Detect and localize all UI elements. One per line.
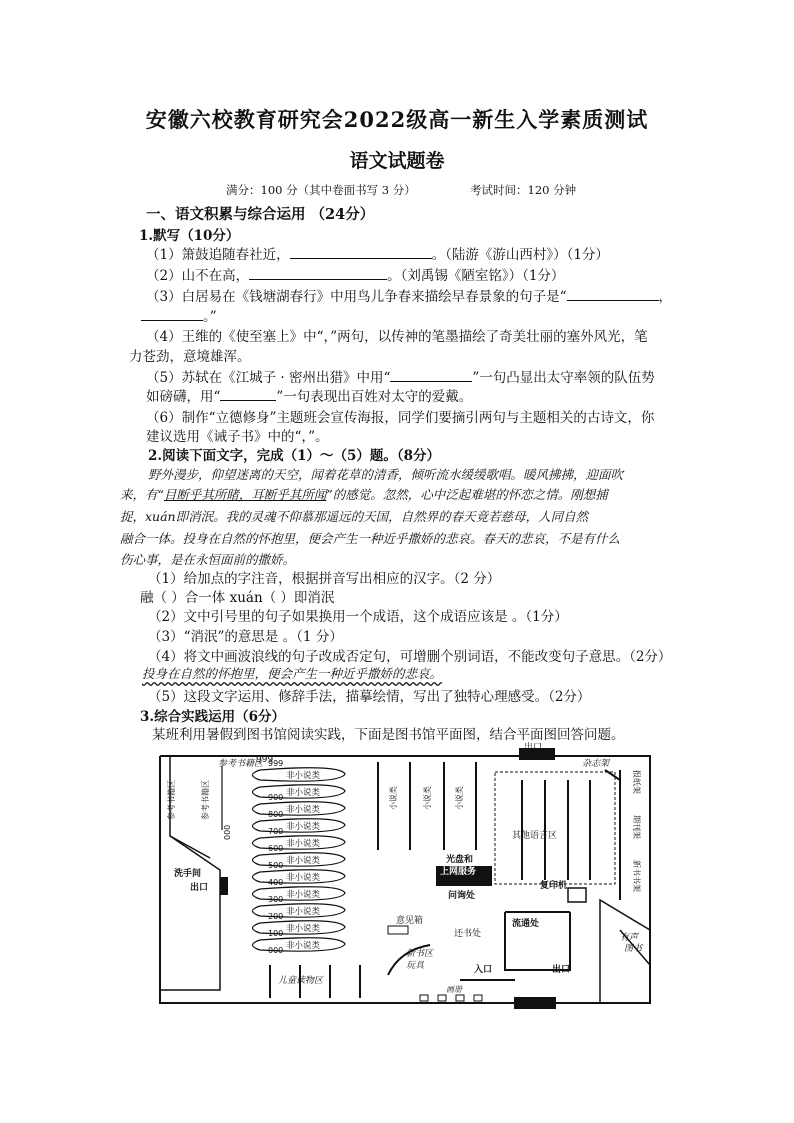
q1-heading: 1.默写（10分）	[139, 228, 240, 244]
passage-line-2	[120, 485, 608, 503]
q1-4-line2: 力苍劲，意境雄浑。	[129, 349, 251, 365]
exit-left-label: 出口	[190, 883, 209, 893]
magazine-label: 杂志架	[582, 759, 610, 769]
q2-heading: 2.阅读下面文字，完成（1）～（5）题。（8分）	[148, 448, 441, 464]
answer-blank	[567, 287, 659, 301]
map-ref-area: 参考书籍区	[218, 759, 264, 769]
shelf-num-000: 000	[268, 946, 284, 955]
q1-4-line1: （4）王维的《使至塞上》中“，”两句，以传神的笔墨描绘了奇美壮丽的塞外风光，笔	[146, 329, 648, 345]
map-ref-side-2: 参考书籍区	[201, 780, 210, 820]
exit-bottom-label: 出口	[552, 965, 571, 975]
cd-net-label-2: 上网服务	[440, 867, 477, 877]
q2-4: （4）将文中画波浪线的句子改成否定句，可增删个别词语，不能改变句子意思。（2分）	[148, 649, 672, 665]
shelf-num-500: 500	[268, 861, 284, 870]
fiction-label: 小说类	[389, 786, 398, 810]
time-info: 考试时间：120 分钟	[470, 183, 577, 197]
map-000: 000	[223, 824, 232, 840]
map-exit-top: 出口	[524, 743, 543, 753]
audio-label-2: 图书	[624, 944, 643, 954]
newspaper-label: 报纸架	[632, 770, 641, 794]
passage-2-b: ”的感觉。忽然，心中泛起难堪的怀恋之情。刚想捕	[326, 487, 608, 502]
exam-subtitle: 语文试题卷	[349, 150, 445, 172]
q1-1-text-a: （1）箫鼓追随春社近，	[146, 247, 290, 263]
q1-5-line2	[146, 385, 472, 405]
answer-blank	[249, 266, 387, 280]
inquiry-label: 问询处	[448, 891, 476, 901]
q1-5-text-d: ”一句表现出百姓对太守的爱戴。	[276, 389, 473, 405]
copier-label: 复印机	[540, 881, 568, 891]
nonfiction-label: 非小说类	[286, 924, 321, 934]
nonfiction-label: 非小说类	[286, 907, 321, 917]
suggestion-label: 意见箱	[396, 916, 424, 926]
q1-3-text-a: （3）白居易在《钱塘湖春行》中用鸟儿争春来描绘早春景象的句子是“	[146, 289, 567, 305]
q1-6-line2: 建议选用《诫子书》中的“，”。	[146, 429, 329, 445]
shelf-num-200: 200	[268, 912, 284, 921]
q1-5-text-b: ”一句凸显出太守率领的队伍势	[472, 370, 655, 386]
shelf-num-900: 900	[268, 793, 284, 802]
score-info: 满分：100 分（其中卷面书写 3 分）	[226, 183, 416, 197]
shelf-num-800: 800	[268, 810, 284, 819]
passage-2-a: 来，有“	[120, 487, 164, 502]
return-label: 还书处	[454, 929, 482, 939]
new-area-label: 新书区	[406, 949, 434, 959]
q1-5-text-c: 如磅礴，用“	[146, 389, 221, 405]
shelf-num-400: 400	[268, 878, 284, 887]
nonfiction-label: 非小说类	[286, 890, 321, 900]
q1-3	[146, 285, 672, 305]
q3-intro: 某班利用暑假到图书馆阅读实践，下面是图书馆平面图，结合平面图回答问题。	[152, 727, 625, 743]
entrance-label: 入口	[474, 965, 493, 975]
answer-blank	[390, 368, 472, 382]
q1-1-text-b: 。（陆游《游山西村》）（1分）	[431, 247, 609, 263]
fiction-label: 小说类	[455, 786, 464, 810]
section-heading: 一、语文积累与综合运用 （24分）	[146, 206, 375, 223]
q1-5-text-a: （5）苏轼在《江城子 · 密州出猎》中用“	[146, 370, 391, 386]
nonfiction-label: 非小说类	[286, 856, 321, 866]
passage-line-1: 野外漫步，仰望迷离的天空，闻着花草的清香，倾听流水缓缓歌唱。暖风拂拂，迎面吹	[148, 467, 624, 482]
answer-blank	[290, 245, 432, 259]
nonfiction-label: 非小说类	[286, 839, 321, 849]
nonfiction-label: 非小说类	[286, 873, 321, 883]
nonfiction-label: 非小说类	[286, 805, 321, 815]
circulation-label: 流通处	[512, 919, 540, 929]
q1-3-text-b: ，	[658, 289, 672, 305]
shelf-num-100: 100	[268, 929, 284, 938]
fiction-label: 小说类	[423, 786, 432, 810]
map-999: 999	[256, 755, 274, 765]
restroom-label: 洗手间	[174, 869, 202, 879]
q2-4-sentence: 投身在自然的怀抱里，便会产生一种近乎撒娇的悲哀。	[142, 666, 443, 681]
q2-2: （2）文中引号里的句子如果换用一个成语，这个成语应该是 。（1分）	[148, 609, 568, 625]
shelf-num-300: 300	[268, 895, 284, 904]
nonfiction-label: 非小说类	[286, 771, 321, 781]
q1-1	[146, 243, 609, 263]
passage-line-3: 捉，xuán即消泯。我的灵魂不仰慕那遥远的天国，自然界的春天竟若慈母，人同自然	[120, 509, 589, 524]
q2-3: （3）“消泯”的意思是 。（1 分）	[148, 629, 343, 645]
exam-title: 安徽六校教育研究会2022级高一新生入学素质测试	[145, 107, 649, 132]
nonfiction-label: 非小说类	[286, 788, 321, 798]
q1-2	[146, 264, 564, 284]
shelf-num-600: 600	[268, 844, 284, 853]
audio-label-1: 有声	[620, 933, 639, 943]
q1-5-line1	[146, 366, 655, 386]
q3-heading: 3.综合实践运用（6分）	[140, 709, 285, 725]
nonfiction-label: 非小说类	[286, 941, 321, 951]
passage-line-4: 融合一体。投身在自然的怀抱里，便会产生一种近乎撒娇的悲哀。春天的悲哀，不是有什么	[120, 531, 621, 546]
map-ref-side-1: 参考书籍区	[167, 780, 176, 820]
q1-6-line1: （6）制作“立德修身”主题班会宣传海报，同学们要摘引两句与主题相关的古诗文，你	[146, 410, 655, 426]
q1-2-text-a: （2）山不在高，	[146, 268, 250, 284]
q2-1: （1）给加点的字注音，根据拼音写出相应的汉字。（2 分）	[148, 571, 501, 587]
shelf-num-999: 999	[268, 759, 284, 768]
cd-net-label-1: 光盘和	[446, 855, 474, 865]
passage-quote: 目断乎其所睹，耳断乎其所闻	[163, 487, 327, 502]
new-book-shelf-label: 新书书架	[632, 860, 641, 892]
gallery-label: 画册	[446, 985, 462, 994]
answer-blank	[220, 387, 276, 401]
nonfiction-label: 非小说类	[286, 822, 321, 832]
passage-line-5: 伤心事，是在永恒面前的撒娇。	[120, 552, 296, 567]
q1-2-text-b: 。（刘禹锡《陋室铭》）（1分）	[387, 268, 565, 284]
q2-1-answer: 融（ ）合一体 xuán（ ）即消泯	[140, 590, 335, 606]
other-lang-label: 其他语言区	[512, 831, 558, 841]
answer-blank	[141, 307, 203, 321]
q1-3-text-c: 。”	[203, 309, 217, 325]
periodical-label: 期刊架	[632, 815, 641, 839]
shelf-num-700: 700	[268, 827, 284, 836]
library-floor-plan	[150, 740, 660, 1010]
toy-label: 玩具	[406, 961, 425, 971]
q2-5: （5）这段文字运用、修辞手法，描摹绘情，写出了独特心理感受。（2分）	[148, 689, 591, 705]
q1-3-cont	[141, 305, 217, 325]
children-label: 儿童读物区	[278, 976, 324, 986]
